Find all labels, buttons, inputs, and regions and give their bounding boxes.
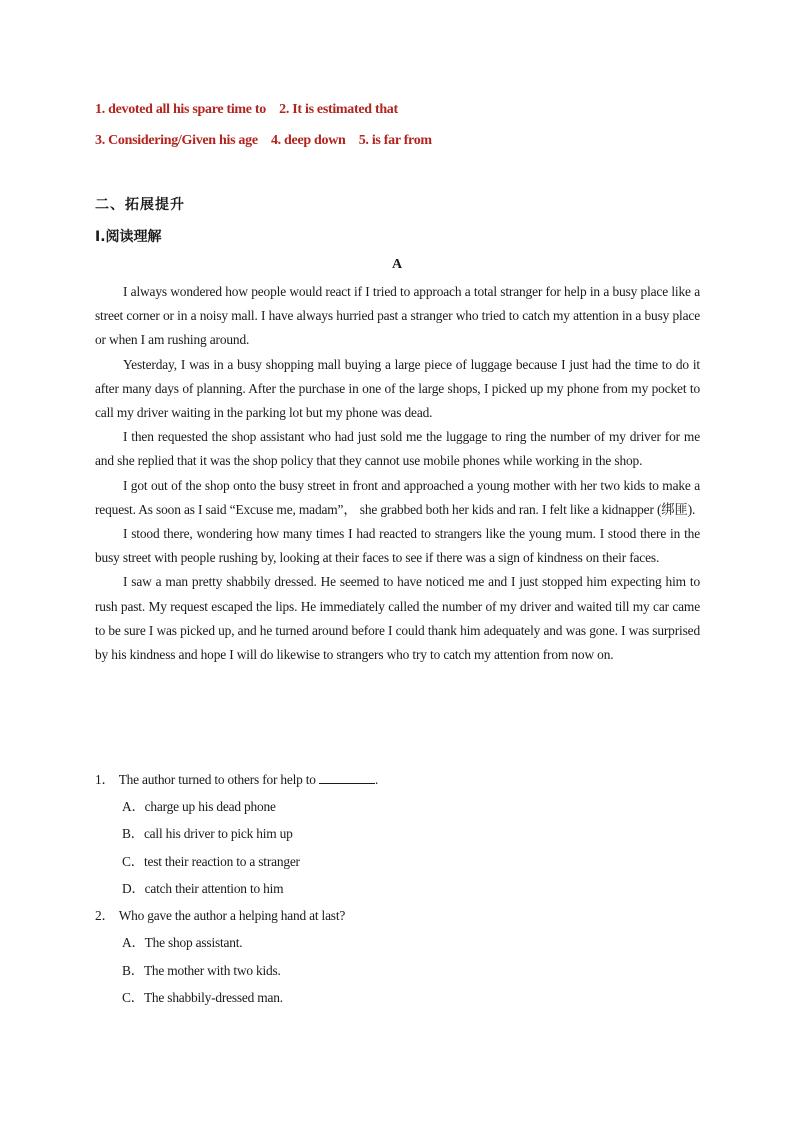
question-2: [95, 905, 700, 932]
option-text: charge up his dead phone: [144, 799, 276, 815]
answer-5: 5. is far from: [358, 133, 432, 148]
answer-blank[interactable]: [319, 771, 375, 784]
option-a[interactable]: [95, 932, 700, 959]
question-number: 2．: [95, 908, 115, 924]
passage-body: [95, 280, 700, 667]
option-c[interactable]: [95, 987, 700, 1014]
option-letter: D．: [122, 880, 145, 896]
option-c[interactable]: [95, 851, 700, 878]
answer-key-line-1: [95, 100, 442, 131]
passage-paragraph: I saw a man pretty shabbily dressed. He seemed to have noticed me and I just stopped him expecting him to rush past. My request escaped the lips. He immediately called the number of my driver and waited till my car came to be sure I was picked up, and he turned around before I could thank him adequately and was gone. I was surprised by his kindness and hope I will do likewise to strangers who try to catch my attention from now on.: [95, 574, 700, 663]
passage-paragraph: I always wondered how people would react if I tried to approach a total stranger for help in a busy place like a street corner or in a noisy mall. I have always hurried past a stranger who tried to catch my attention in a busy place or when I am rushing around.: [95, 284, 700, 348]
option-letter: A．: [122, 799, 145, 815]
question-1: [95, 769, 700, 796]
option-text: call his driver to pick him up: [143, 826, 293, 842]
option-text: catch their attention to him: [144, 880, 284, 896]
answer-1: 1. devoted all his spare time to: [95, 102, 266, 117]
question-stem-end: .: [374, 772, 379, 787]
answer-3: 3. Considering/Given his age: [95, 133, 258, 148]
option-a[interactable]: [95, 796, 700, 823]
option-letter: C．: [122, 853, 144, 869]
option-text: The shop assistant.: [144, 935, 243, 951]
option-d[interactable]: [95, 878, 700, 905]
passage-paragraph: I got out of the shop onto the busy street in front and approached a young mother with her two kids to make a request. As soon as I said “Excuse me, madam”， she grabbed both her kids and ran. I felt like a kidnapper (绑匪).: [95, 477, 700, 517]
option-text: test their reaction to a stranger: [143, 853, 300, 869]
passage-paragraph: Yesterday, I was in a busy shopping mall buying a large piece of luggage because I just had the time to do it after many days of planning. After the purchase in one of the large shops, I picked up my phone from my pocket to call my driver waiting in the parking lot but my phone was dead.: [95, 356, 700, 421]
option-letter: B．: [122, 826, 144, 842]
question-number: 1．: [95, 772, 115, 787]
answer-2: 2. It is estimated that: [279, 102, 398, 117]
section-title: 二、拓展提升: [95, 197, 185, 213]
answer-4: 4. deep down: [270, 133, 346, 148]
option-text: The shabbily-dressed man.: [143, 989, 283, 1005]
question-stem: Who gave the author a helping hand at last?: [118, 908, 346, 924]
questions: [95, 769, 700, 1014]
reading-comprehension-title: I.阅读理解: [95, 229, 162, 245]
option-text: The mother with two kids.: [143, 962, 281, 978]
answer-key: [95, 100, 442, 162]
answer-key-line-2: [95, 131, 442, 162]
option-letter: A．: [122, 935, 145, 951]
option-letter: B．: [122, 962, 144, 978]
question-stem: The author turned to others for help to: [118, 772, 316, 787]
passage-label: A: [391, 257, 403, 272]
option-b[interactable]: [95, 960, 700, 987]
option-b[interactable]: [95, 823, 700, 850]
passage-paragraph: I then requested the shop assistant who had just sold me the luggage to ring the number of my driver for me and she replied that it was the shop policy that they cannot use mobile phones while working in the shop.: [95, 429, 700, 469]
passage-paragraph: I stood there, wondering how many times I had reacted to strangers like the young mum. I stood there in the busy street with people rushing by, looking at their faces to see if there was a sign of kindness on their faces.: [95, 526, 700, 566]
option-letter: C．: [122, 989, 144, 1005]
